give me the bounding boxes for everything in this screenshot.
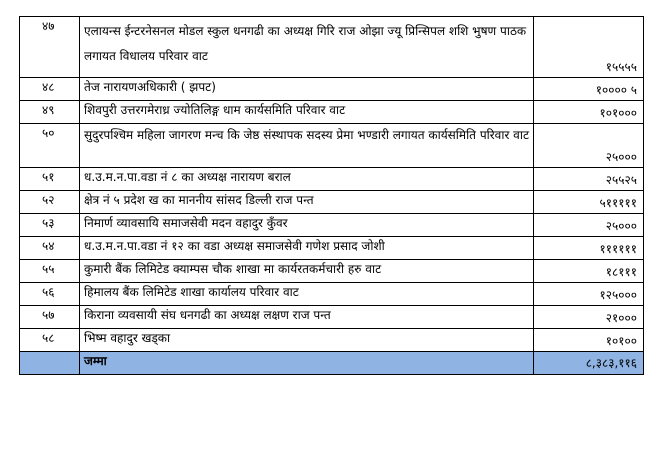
row-amount: १५५५५ bbox=[534, 17, 644, 78]
serial-number: ५४ bbox=[20, 237, 80, 260]
row-description: सुदुरपश्चिम महिला जागरण मन्च कि जेष्ठ संस्थापक सदस्य प्रेमा भण्डारी लगायत कार्यसमिति परिवार वाट bbox=[80, 124, 534, 168]
row-description: भिष्म वहादुर खड्का bbox=[80, 329, 534, 352]
serial-number: ५६ bbox=[20, 283, 80, 306]
table-row bbox=[20, 306, 644, 329]
row-amount: २५००० bbox=[534, 124, 644, 168]
row-amount: १०१००० bbox=[534, 101, 644, 124]
row-amount: २५००० bbox=[534, 214, 644, 237]
serial-number: ५७ bbox=[20, 306, 80, 329]
row-description: कुमारी बैंक लिमिटेड क्याम्पस चौक शाखा मा कार्यरतकर्मचारी हरु वाट bbox=[80, 260, 534, 283]
table-row bbox=[20, 329, 644, 352]
table-row bbox=[20, 191, 644, 214]
row-amount: १०१०० bbox=[534, 329, 644, 352]
row-description: हिमालय बैंक लिमिटेड शाखा कार्यालय परिवार वाट bbox=[80, 283, 534, 306]
row-description: ध.उ.म.न.पा.वडा नं १२ का वडा अध्यक्ष समाजसेवी गणेश प्रसाद जोशी bbox=[80, 237, 534, 260]
row-description: शिवपुरी उत्तरगमेराध्र ज्योतिलिङ्ग धाम कार्यसमिति परिवार वाट bbox=[80, 101, 534, 124]
serial-number: ५१ bbox=[20, 168, 80, 191]
total-amount: ८,३८३,११६ bbox=[534, 352, 644, 375]
total-row bbox=[20, 352, 644, 375]
row-amount: ११११११ bbox=[534, 237, 644, 260]
total-blank-cell bbox=[20, 352, 80, 375]
row-description: तेज नारायणअधिकारी ( झपट) bbox=[80, 78, 534, 101]
table-row bbox=[20, 283, 644, 306]
row-amount: १८१११ bbox=[534, 260, 644, 283]
table-row bbox=[20, 260, 644, 283]
table-row bbox=[20, 17, 644, 78]
row-amount: २१००० bbox=[534, 306, 644, 329]
row-amount: ५१११११ bbox=[534, 191, 644, 214]
donation-table bbox=[19, 16, 644, 375]
serial-number: ५० bbox=[20, 124, 80, 168]
row-description: क्षेत्र नं ५ प्रदेश ख का माननीय सांसद डिल्ली राज पन्त bbox=[80, 191, 534, 214]
row-description: ध.उ.म.न.पा.वडा नं ८ का अध्यक्ष नारायण बराल bbox=[80, 168, 534, 191]
total-label: जम्मा bbox=[80, 352, 534, 375]
row-amount: २५५२५ bbox=[534, 168, 644, 191]
serial-number: ४९ bbox=[20, 101, 80, 124]
table-row bbox=[20, 124, 644, 168]
table-row bbox=[20, 78, 644, 101]
serial-number: ४७ bbox=[20, 17, 80, 78]
row-amount: १०००० ५ bbox=[534, 78, 644, 101]
serial-number: ५३ bbox=[20, 214, 80, 237]
table-row bbox=[20, 214, 644, 237]
serial-number: ४८ bbox=[20, 78, 80, 101]
serial-number: ५५ bbox=[20, 260, 80, 283]
table-row bbox=[20, 101, 644, 124]
serial-number: ५८ bbox=[20, 329, 80, 352]
row-description: निमार्ण व्यावसायि समाजसेवी मदन वहादुर कुँवर bbox=[80, 214, 534, 237]
row-amount: १२५००० bbox=[534, 283, 644, 306]
row-description: किराना व्यवसायी संघ धनगढी का अध्यक्ष लक्षण राज पन्त bbox=[80, 306, 534, 329]
serial-number: ५२ bbox=[20, 191, 80, 214]
table-row bbox=[20, 237, 644, 260]
row-description: एलायन्स ईन्टरनेसनल मोडल स्कुल धनगढी का अध्यक्ष गिरि राज ओझा ज्यू प्रिन्सिपल शशि भुषण पाठक लगायत विधालय परिवार वाट bbox=[80, 17, 534, 78]
table-row bbox=[20, 168, 644, 191]
